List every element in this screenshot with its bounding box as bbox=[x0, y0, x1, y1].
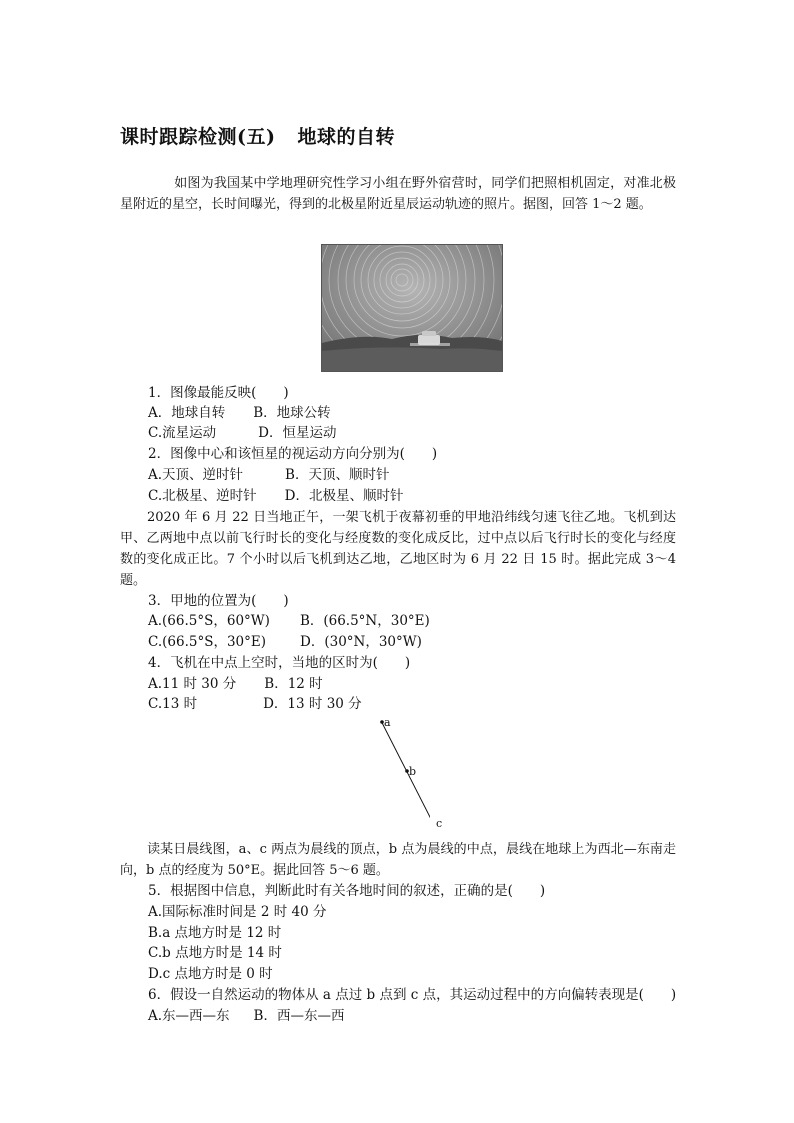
q5-option-b: B.a 点地方时是 12 时 bbox=[148, 925, 282, 941]
q3-option-a: A.(66.5°S，60°W) bbox=[148, 613, 270, 629]
label-c: c bbox=[436, 817, 443, 830]
q2-option-c: C.北极星、逆时针 bbox=[148, 488, 257, 504]
intro-3-text: 读某日晨线图，a、c 两点为晨线的顶点，b 点为晨线的中点，晨线在地球上为西北—东南走向，b 点的经度为 50°E。据此回答 5～6 题。 bbox=[120, 842, 676, 878]
q4-option-d: D．13 时 30 分 bbox=[263, 696, 362, 712]
label-b: b bbox=[409, 765, 417, 778]
question-4-stem: 4．飞机在中点上空时，当地的区时为( ) bbox=[148, 655, 411, 671]
intro-paragraph-2 bbox=[120, 507, 676, 591]
question-1-options-ab bbox=[148, 403, 331, 423]
question-3-options-ab bbox=[148, 611, 430, 631]
q2-option-b: B．天顶、顺时针 bbox=[285, 467, 390, 483]
question-6-stem: 6．假设一自然运动的物体从 a 点过 b 点到 c 点，其运动过程中的方向偏转表现是( ) bbox=[148, 987, 677, 1003]
dawn-line-diagram bbox=[370, 712, 443, 837]
question-5-stem: 5．根据图中信息，判断此时有关各地时间的叙述，正确的是( ) bbox=[148, 883, 546, 899]
page-title bbox=[120, 122, 395, 149]
q5-option-a: A.国际标准时间是 2 时 40 分 bbox=[148, 904, 327, 920]
q1-option-c: C.流星运动 bbox=[148, 425, 217, 441]
intro-2-text: 2020 年 6 月 22 日当地正午，一架飞机于夜幕初垂的甲地沿纬线匀速飞往乙地。飞机到达甲、乙两地中点以前飞行时长的变化与经度数的变化成反比，过中点以后飞行时长的变化与经度数的变化成正比。7 个小时以后飞机到达乙地，乙地区时为 6 月 22 日 15 时。据此完成 3～4 题。 bbox=[120, 510, 676, 588]
question-1-options-cd bbox=[148, 423, 336, 443]
q1-option-d: D．恒星运动 bbox=[258, 425, 337, 441]
question-1-stem: 1．图像最能反映( ) bbox=[148, 385, 289, 401]
q6-option-a: A.东—西—东 bbox=[148, 1008, 230, 1024]
title-main: 课时跟踪检测(五) bbox=[120, 126, 276, 148]
question-2-options-ab bbox=[148, 465, 389, 485]
q2-option-d: D．北极星、顺时针 bbox=[284, 488, 404, 504]
question-4-options-ab bbox=[148, 674, 323, 694]
q1-option-a: A．地球自转 bbox=[148, 405, 226, 421]
question-4-options-cd bbox=[148, 694, 362, 714]
q3-option-c: C.(66.5°S，30°E) bbox=[148, 634, 267, 650]
label-a: a bbox=[384, 716, 391, 729]
dawn-line bbox=[382, 722, 430, 825]
question-3-options-cd bbox=[148, 632, 422, 652]
q4-option-a: A.11 时 30 分 bbox=[148, 676, 237, 692]
question-3-stem: 3．甲地的位置为( ) bbox=[148, 593, 289, 609]
q1-option-b: B．地球公转 bbox=[253, 405, 331, 421]
intro-1-text: 如图为我国某中学地理研究性学习小组在野外宿营时，同学们把照相机固定，对准北极星附近的星空，长时间曝光，得到的北极星附近星辰运动轨迹的照片。据图，回答 1～2 题。 bbox=[120, 176, 676, 212]
q4-option-c: C.13 时 bbox=[148, 696, 198, 712]
title-sub: 地球的自转 bbox=[297, 126, 395, 148]
q5-option-c: C.b 点地方时是 14 时 bbox=[148, 945, 282, 961]
star-trail-image bbox=[322, 245, 502, 371]
q3-option-d: D．(30°N，30°W) bbox=[300, 634, 422, 650]
question-6-options-ab bbox=[148, 1006, 344, 1026]
intro-paragraph-3 bbox=[120, 839, 676, 881]
q6-option-b: B．西—东—西 bbox=[253, 1008, 345, 1024]
intro-paragraph-1 bbox=[120, 173, 676, 215]
q4-option-b: B．12 时 bbox=[264, 676, 323, 692]
q2-option-a: A.天顶、逆时针 bbox=[148, 467, 244, 483]
q3-option-b: B．(66.5°N，30°E) bbox=[299, 613, 430, 629]
star-trail-photo bbox=[321, 244, 503, 372]
q5-option-d: D.c 点地方时是 0 时 bbox=[148, 966, 273, 982]
question-2-stem: 2．图像中心和该恒星的视运动方向分别为( ) bbox=[148, 446, 438, 462]
question-2-options-cd bbox=[148, 486, 403, 506]
